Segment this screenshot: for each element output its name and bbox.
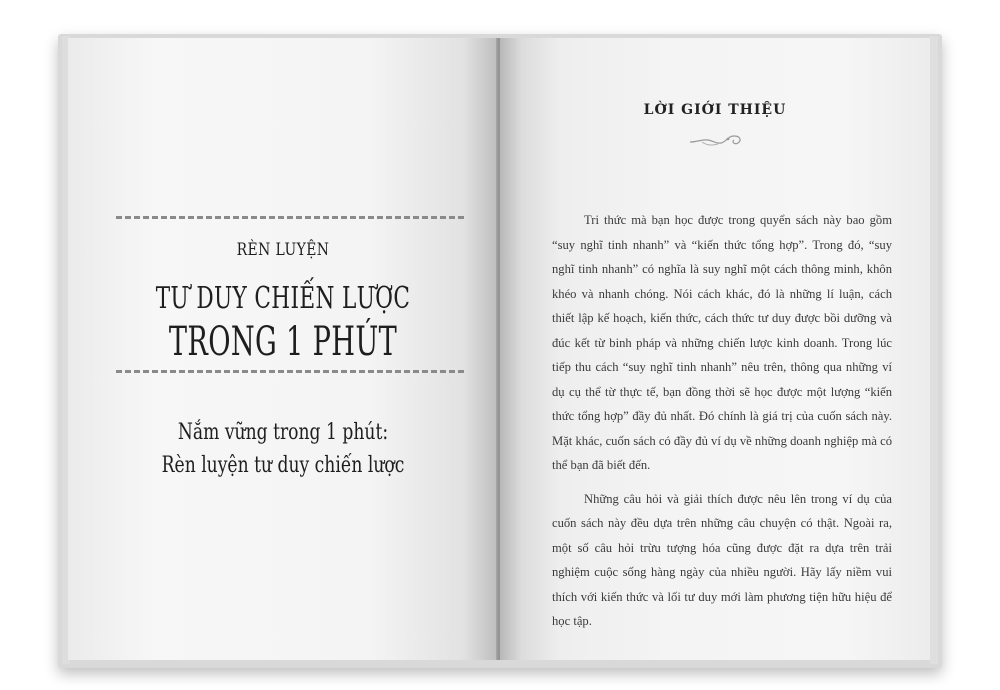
flourish-ornament-icon <box>688 130 744 148</box>
book-title-line-2: TRONG 1 PHÚT <box>168 319 398 365</box>
left-page <box>68 38 498 660</box>
introduction-text <box>552 208 892 643</box>
chapter-heading: LỜI GIỚI THIỆU <box>643 102 787 118</box>
dashed-divider-bottom <box>116 370 464 373</box>
subtitle-line-2: Rèn luyện tư duy chiến lược <box>161 453 405 478</box>
right-page <box>500 38 930 660</box>
dashed-divider-top <box>116 216 464 219</box>
series-label: RÈN LUYỆN <box>236 240 330 260</box>
paragraph: Những câu hỏi và giải thích được nêu lên trong ví dụ của cuốn sách này đều dựa trên những câu chuyện có thật. Ngoài ra, một số câu hỏi trừu tượng hóa cũng được đặt ra dựa trên trải nghiệm cuộc sống hàng ngày của nhiều người. Hãy lấy niềm vui thích với kiến thức và lối tư duy mới làm phương tiện hữu hiệu để học tập. <box>552 491 892 628</box>
paragraph: Tri thức mà bạn học được trong quyển sách này bao gồm “suy nghĩ tinh nhanh” và “kiến thức tổng hợp”. Trong đó, “suy nghĩ tinh nhanh” có nghĩa là suy nghĩ một cách thông minh, khôn khéo và nhanh chóng. Nói cách khác, đó là những lí luận, cách thiết lập kế hoạch, kiến thức, cách thức tư duy được bồi dưỡng và đúc kết từ binh pháp và những chiến lược kinh doanh. Trong lúc tiếp thu cách “suy nghĩ tinh nhanh” nêu trên, thông qua những ví dụ cụ thể từ thực tế, bạn đồng thời sẽ học được một lượng “kiến thức tổng hợp” đầy đủ nhất. Đó chính là giá trị của cuốn sách này. Mặt khác, cuốn sách có đầy đủ ví dụ về những doanh nghiệp mà có thể bạn đã biết đến. <box>552 213 892 472</box>
book-subtitle <box>115 416 450 482</box>
subtitle-line-1: Nắm vững trong 1 phút: <box>177 420 389 445</box>
book-title-line-1: TƯ DUY CHIẾN LƯỢC <box>155 281 411 316</box>
page-edges-right <box>930 36 938 664</box>
